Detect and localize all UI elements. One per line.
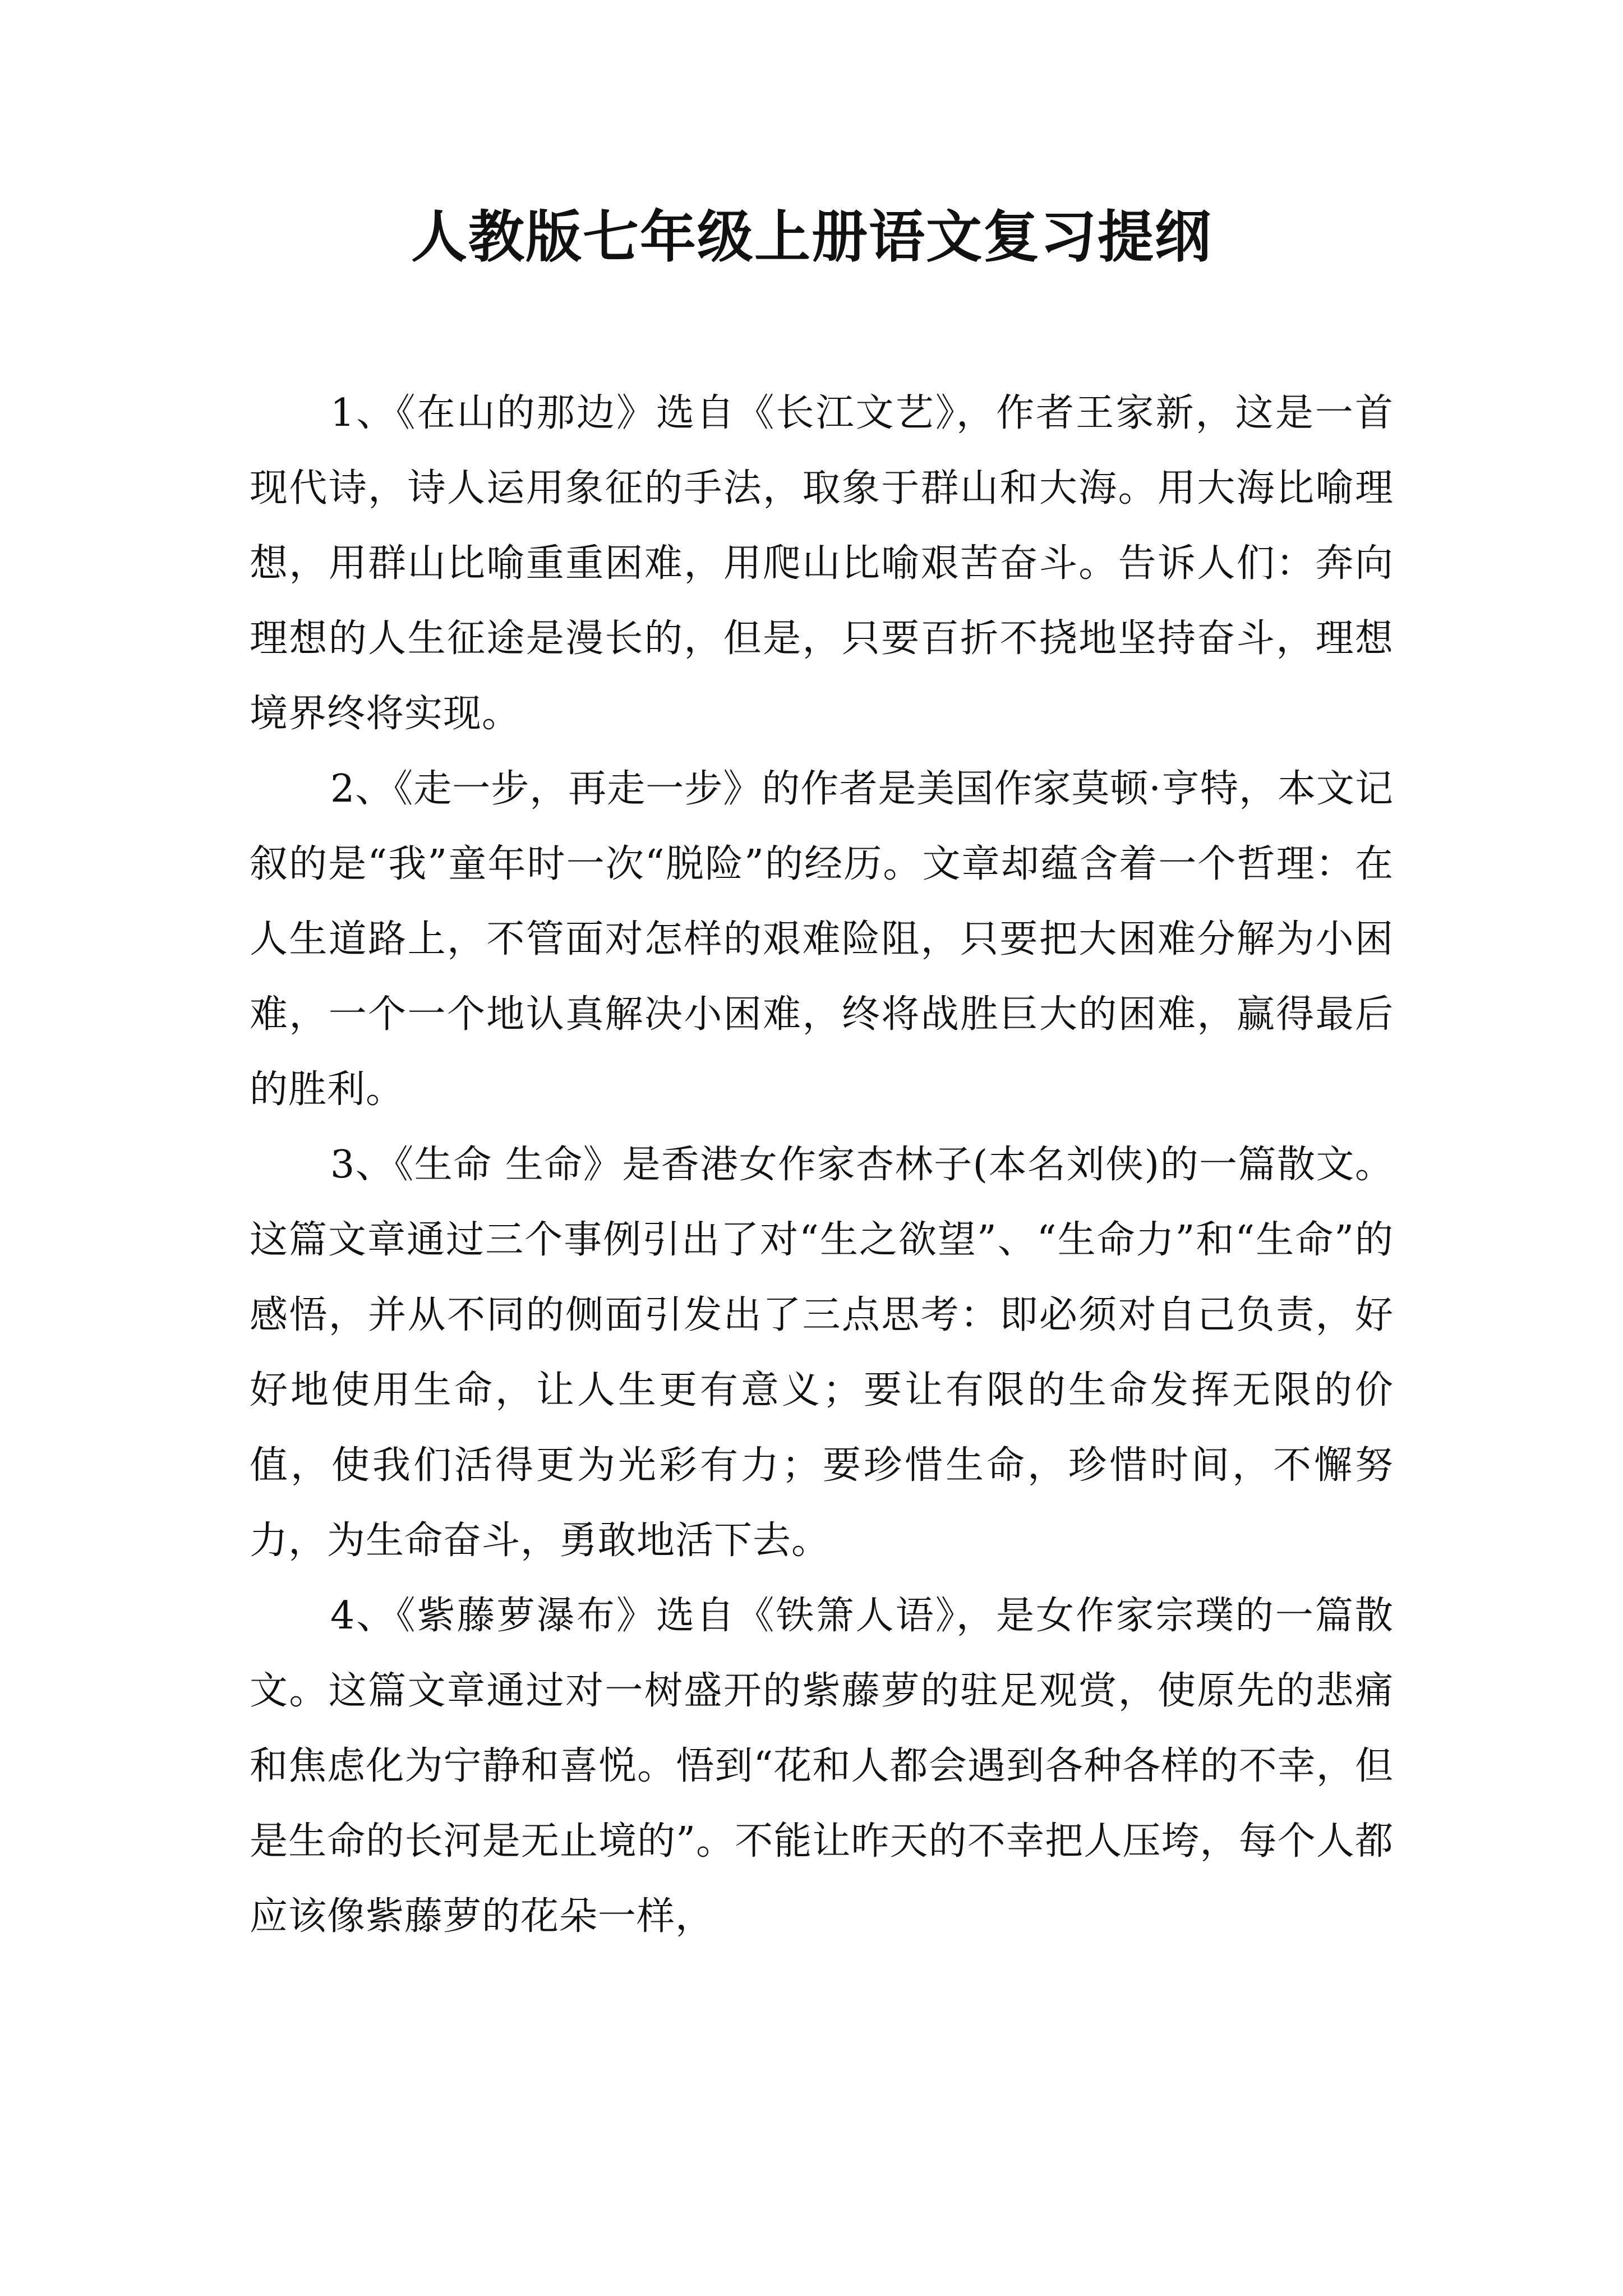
paragraph-2: 2、《走一步，再走一步》的作者是美国作家莫顿·亨特，本文记叙的是“我”童年时一次“脱险”的经历。文章却蕴含着一个哲理：在人生道路上，不管面对怎样的艰难险阻，只要把大困难分解为小困难，一个一个地认真解决小困难，终将战胜巨大的困难，赢得最后的胜利。 xyxy=(250,767,1394,1112)
paragraph-3: 3、《生命 生命》是香港女作家杏林子(本名刘侠)的一篇散文。这篇文章通过三个事例引出了对“生之欲望”、“生命力”和“生命”的感悟，并从不同的侧面引发出了三点思考：即必须对自己负责，好好地使用生命，让人生更有意义；要让有限的生命发挥无限的价值，使我们活得更为光彩有力；要珍惜生命，珍惜时间，不懈努力，为生命奋斗，勇敢地活下去。 xyxy=(250,1143,1394,1563)
paragraph-1: 1、《在山的那边》选自《长江文艺》，作者王家新，这是一首现代诗，诗人运用象征的手法，取象于群山和大海。用大海比喻理想，用群山比喻重重困难，用爬山比喻艰苦奋斗。告诉人们：奔向理想的人生征途是漫长的，但是，只要百折不挠地坚持奋斗，理想境界终将实现。 xyxy=(250,391,1394,736)
document-title: 人教版七年级上册语文复习提纲 xyxy=(411,204,1212,270)
document-body xyxy=(250,376,1394,1954)
paragraph-4: 4、《紫藤萝瀑布》选自《铁箫人语》，是女作家宗璞的一篇散文。这篇文章通过对一树盛开的紫藤萝的驻足观赏，使原先的悲痛和焦虑化为宁静和喜悦。悟到“花和人都会遇到各种各样的不幸，但是生命的长河是无止境的”。不能让昨天的不幸把人压垮，每个人都应该像紫藤萝的花朵一样， xyxy=(250,1594,1394,1939)
